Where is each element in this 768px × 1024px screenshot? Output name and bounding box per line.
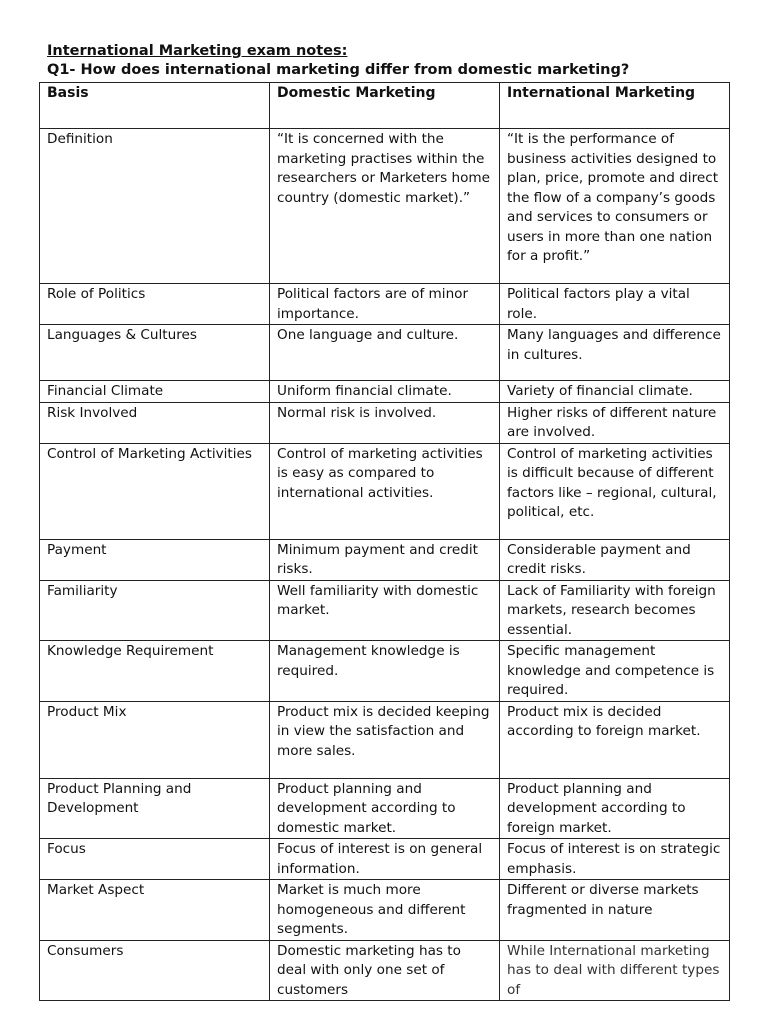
basis-cell: Languages & Cultures xyxy=(40,325,270,381)
international-cell: Different or diverse markets fragmented in nature xyxy=(500,880,730,941)
domestic-cell: Uniform financial climate. xyxy=(270,381,500,403)
domestic-cell: Normal risk is involved. xyxy=(270,402,500,443)
table-row xyxy=(40,402,730,443)
international-cell: Lack of Familiarity with foreign markets, research becomes essential. xyxy=(500,580,730,641)
basis-cell: Product Planning and Development xyxy=(40,778,270,839)
domestic-cell: Control of marketing activities is easy as compared to international activities. xyxy=(270,443,500,539)
basis-cell: Focus xyxy=(40,839,270,880)
international-cell: While International marketing has to deal with different types of xyxy=(500,940,730,1001)
basis-cell: Financial Climate xyxy=(40,381,270,403)
table-row xyxy=(40,580,730,641)
domestic-cell: Minimum payment and credit risks. xyxy=(270,539,500,580)
domestic-cell: “It is concerned with the marketing practises within the researchers or Marketers home country (domestic market).” xyxy=(270,129,500,284)
domestic-cell: Domestic marketing has to deal with only one set of customers xyxy=(270,940,500,1001)
table-row xyxy=(40,940,730,1001)
table-row xyxy=(40,641,730,702)
domestic-cell: One language and culture. xyxy=(270,325,500,381)
basis-cell: Payment xyxy=(40,539,270,580)
international-cell: Higher risks of different nature are involved. xyxy=(500,402,730,443)
international-cell: Many languages and difference in cultures. xyxy=(500,325,730,381)
column-header-domestic: Domestic Marketing xyxy=(270,83,500,129)
international-cell: Specific management knowledge and competence is required. xyxy=(500,641,730,702)
domestic-cell: Product planning and development according to domestic market. xyxy=(270,778,500,839)
table-header-row xyxy=(40,83,730,129)
comparison-table xyxy=(39,82,730,1001)
international-cell: Focus of interest is on strategic emphasis. xyxy=(500,839,730,880)
international-cell: Considerable payment and credit risks. xyxy=(500,539,730,580)
international-cell: “It is the performance of business activities designed to plan, price, promote and direct the flow of a company’s goods and services to consumers or users in more than one nation for a profit.” xyxy=(500,129,730,284)
domestic-cell: Well familiarity with domestic market. xyxy=(270,580,500,641)
table-row xyxy=(40,539,730,580)
international-cell: Product mix is decided according to foreign market. xyxy=(500,701,730,778)
basis-cell: Role of Politics xyxy=(40,284,270,325)
table-row xyxy=(40,880,730,941)
domestic-cell: Market is much more homogeneous and different segments. xyxy=(270,880,500,941)
table-row xyxy=(40,129,730,284)
domestic-cell: Product mix is decided keeping in view the satisfaction and more sales. xyxy=(270,701,500,778)
domestic-cell: Management knowledge is required. xyxy=(270,641,500,702)
basis-cell: Familiarity xyxy=(40,580,270,641)
question-heading: Q1- How does international marketing differ from domestic marketing? xyxy=(47,62,630,78)
table-row xyxy=(40,381,730,403)
column-header-basis: Basis xyxy=(40,83,270,129)
table-row xyxy=(40,778,730,839)
domestic-cell: Political factors are of minor importance. xyxy=(270,284,500,325)
basis-cell: Control of Marketing Activities xyxy=(40,443,270,539)
international-cell: Product planning and development according to foreign market. xyxy=(500,778,730,839)
table-row xyxy=(40,284,730,325)
basis-cell: Knowledge Requirement xyxy=(40,641,270,702)
table-row xyxy=(40,325,730,381)
basis-cell: Market Aspect xyxy=(40,880,270,941)
international-cell: Control of marketing activities is difficult because of different factors like – regional, cultural, political, etc. xyxy=(500,443,730,539)
international-cell: Political factors play a vital role. xyxy=(500,284,730,325)
international-cell: Variety of financial climate. xyxy=(500,381,730,403)
table-row xyxy=(40,839,730,880)
document-title: International Marketing exam notes: xyxy=(47,43,348,59)
basis-cell: Product Mix xyxy=(40,701,270,778)
table-row xyxy=(40,443,730,539)
basis-cell: Definition xyxy=(40,129,270,284)
column-header-international: International Marketing xyxy=(500,83,730,129)
domestic-cell: Focus of interest is on general information. xyxy=(270,839,500,880)
table-row xyxy=(40,701,730,778)
basis-cell: Risk Involved xyxy=(40,402,270,443)
basis-cell: Consumers xyxy=(40,940,270,1001)
